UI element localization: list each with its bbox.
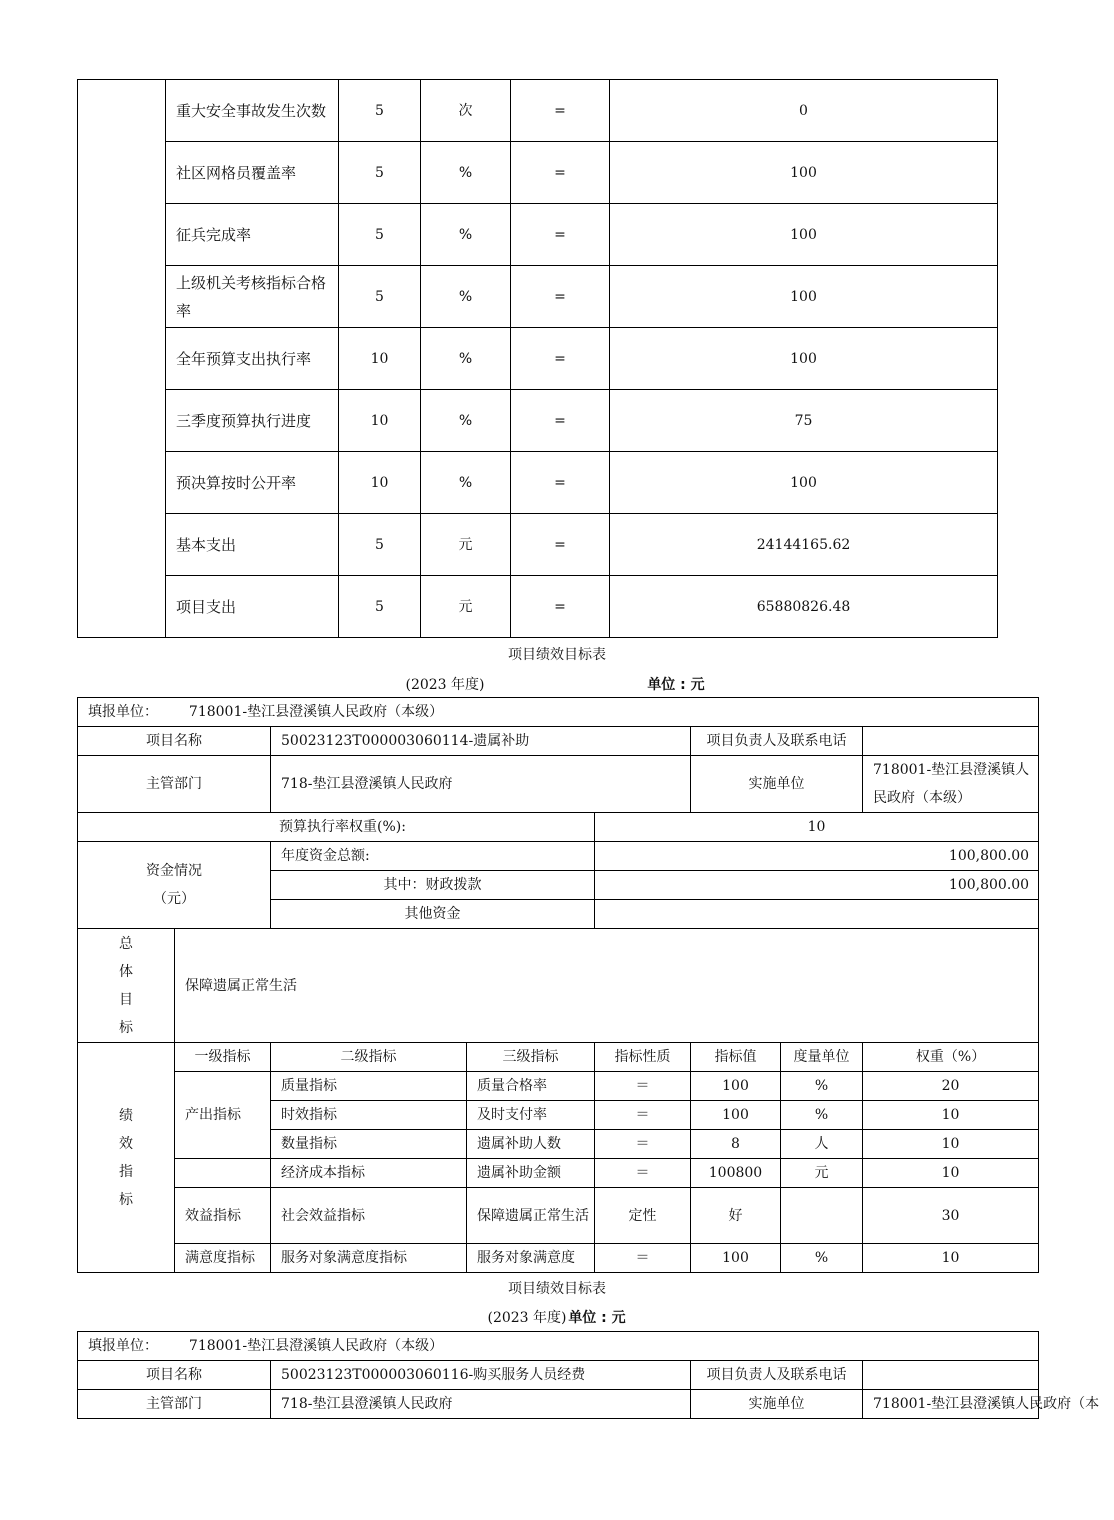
dept-value: 718-垫江县澄溪镇人民政府 (271, 756, 691, 813)
perf-weight: 10 (863, 1101, 1039, 1130)
perf-row (78, 1188, 1039, 1244)
indicator-name: 全年预算支出执行率 (166, 328, 339, 390)
indicator-unit: 元 (421, 576, 511, 638)
fund-label: 资金情况 (146, 863, 202, 879)
indicator-weight: 5 (339, 80, 421, 142)
impl-label: 实施单位 (691, 756, 863, 813)
perf-row (78, 1159, 1039, 1188)
impl-value: 718001-垫江县澄溪镇人民政府（本 (863, 1390, 1039, 1419)
fiscal-value: 100,800.00 (595, 871, 1039, 900)
budget-weight-label: 预算执行率权重(%): (78, 813, 595, 842)
indicator-value: 100 (610, 328, 998, 390)
indicator-weight: 5 (339, 142, 421, 204)
indicator-row (78, 328, 998, 390)
fiscal-label: 其中：财政拨款 (271, 871, 595, 900)
fill-unit-value: 718001-垫江县澄溪镇人民政府（本级） (188, 1338, 444, 1354)
perf-value: 100 (691, 1101, 781, 1130)
perf-nature: ＝ (595, 1130, 691, 1159)
indicator-name: 上级机关考核指标合格率 (166, 266, 339, 328)
project-name-value: 50023123T000003060114-遗属补助 (271, 727, 691, 756)
perf-l2: 服务对象满意度指标 (271, 1244, 467, 1273)
perf-unit: % (781, 1244, 863, 1273)
indicator-operator: = (511, 390, 610, 452)
project-name-label: 项目名称 (78, 727, 271, 756)
indicator-row (78, 514, 998, 576)
indicator-name: 重大安全事故发生次数 (166, 80, 339, 142)
perf-l3: 保障遗属正常生活 (467, 1188, 595, 1244)
indicator-weight: 5 (339, 204, 421, 266)
perf-l1: 产出指标 (175, 1072, 271, 1159)
perf-l1: 效益指标 (175, 1188, 271, 1244)
perf-weight: 20 (863, 1072, 1039, 1101)
indicator-row (78, 204, 998, 266)
indicator-weight: 5 (339, 576, 421, 638)
perf-l2: 质量指标 (271, 1072, 467, 1101)
perf-l3: 遗属补助金额 (467, 1159, 595, 1188)
annual-value: 100,800.00 (595, 842, 1039, 871)
indicator-operator: = (511, 452, 610, 514)
indicator-row (78, 80, 998, 142)
perf-header: 二级指标 (271, 1043, 467, 1072)
contact-value (863, 727, 1039, 756)
perf-nature: 定性 (595, 1188, 691, 1244)
perf-row (78, 1072, 1039, 1101)
indicator-weight: 10 (339, 452, 421, 514)
indicator-weight: 5 (339, 266, 421, 328)
indicator-unit: % (421, 328, 511, 390)
indicator-name: 预决算按时公开率 (166, 452, 339, 514)
indicator-name: 基本支出 (166, 514, 339, 576)
indicator-row (78, 452, 998, 514)
indicator-name: 三季度预算执行进度 (166, 390, 339, 452)
perf-value: 100800 (691, 1159, 781, 1188)
budget-weight-value: 10 (595, 813, 1039, 842)
perf-l1 (175, 1159, 271, 1188)
project-name-label: 项目名称 (78, 1361, 271, 1390)
perf-l3: 质量合格率 (467, 1072, 595, 1101)
indicator-unit: % (421, 390, 511, 452)
perf-header: 权重（%） (863, 1043, 1039, 1072)
perf-row (78, 1244, 1039, 1273)
indicator-weight: 5 (339, 514, 421, 576)
indicator-value: 100 (610, 142, 998, 204)
contact-value (863, 1361, 1039, 1390)
perf-nature: ＝ (595, 1159, 691, 1188)
indicator-operator: = (511, 514, 610, 576)
perf-value: 8 (691, 1130, 781, 1159)
perf-nature: ＝ (595, 1072, 691, 1101)
perf-l1: 满意度指标 (175, 1244, 271, 1273)
project-name-value: 50023123T000003060116-购买服务人员经费 (271, 1361, 691, 1390)
perf-unit: % (781, 1072, 863, 1101)
indicator-value: 100 (610, 204, 998, 266)
perf-l2: 社会效益指标 (271, 1188, 467, 1244)
indicator-row (78, 266, 998, 328)
fund-unit: （元） (153, 891, 195, 907)
perf-value: 100 (691, 1072, 781, 1101)
indicator-unit: 次 (421, 80, 511, 142)
indicator-operator: = (511, 328, 610, 390)
section2-title: 项目绩效目标表 (508, 647, 606, 663)
perf-header: 指标值 (691, 1043, 781, 1072)
other-value (595, 900, 1039, 929)
indicator-unit: % (421, 204, 511, 266)
perf-label: 绩 效 指 标 (78, 1043, 175, 1273)
perf-unit (781, 1188, 863, 1244)
section2-unit: 单位 : 元 (647, 677, 705, 693)
fill-unit-row (78, 698, 1039, 727)
perf-header: 度量单位 (781, 1043, 863, 1072)
perf-l3: 服务对象满意度 (467, 1244, 595, 1273)
dept-value: 718-垫江县澄溪镇人民政府 (271, 1390, 691, 1419)
indicator-unit: 元 (421, 514, 511, 576)
indicator-value: 100 (610, 266, 998, 328)
indicator-operator: = (511, 576, 610, 638)
other-label: 其他资金 (271, 900, 595, 929)
section3-unit: 单位 : 元 (568, 1310, 626, 1326)
annual-label: 年度资金总额: (271, 842, 595, 871)
perf-unit: 元 (781, 1159, 863, 1188)
perf-l2: 经济成本指标 (271, 1159, 467, 1188)
indicator-weight: 10 (339, 390, 421, 452)
indicator-weight: 10 (339, 328, 421, 390)
perf-l3: 及时支付率 (467, 1101, 595, 1130)
perf-nature: ＝ (595, 1101, 691, 1130)
indicator-operator: = (511, 142, 610, 204)
perf-value: 好 (691, 1188, 781, 1244)
indicator-operator: = (511, 204, 610, 266)
indicator-name: 征兵完成率 (166, 204, 339, 266)
perf-weight: 10 (863, 1130, 1039, 1159)
fill-unit-row (78, 1332, 1039, 1361)
perf-weight: 10 (863, 1244, 1039, 1273)
section3-year: (2023 年度) (487, 1310, 567, 1326)
goal-value: 保障遗属正常生活 (175, 929, 1039, 1043)
indicator-unit: % (421, 266, 511, 328)
perf-unit: 人 (781, 1130, 863, 1159)
indicator-unit: % (421, 142, 511, 204)
fund-label-cell (78, 842, 271, 929)
indicator-name: 项目支出 (166, 576, 339, 638)
blank-category-cell (78, 80, 166, 638)
perf-unit: % (781, 1101, 863, 1130)
perf-l3: 遗属补助人数 (467, 1130, 595, 1159)
indicator-value: 24144165.62 (610, 514, 998, 576)
perf-weight: 30 (863, 1188, 1039, 1244)
contact-label: 项目负责人及联系电话 (691, 1361, 863, 1390)
perf-value: 100 (691, 1244, 781, 1273)
performance-table-2 (77, 697, 1039, 1273)
perf-header: 三级指标 (467, 1043, 595, 1072)
goal-label: 总 体 目 标 (78, 929, 175, 1043)
perf-header: 指标性质 (595, 1043, 691, 1072)
indicator-value: 100 (610, 452, 998, 514)
dept-label: 主管部门 (78, 756, 271, 813)
indicator-name: 社区网格员覆盖率 (166, 142, 339, 204)
dept-label: 主管部门 (78, 1390, 271, 1419)
perf-weight: 10 (863, 1159, 1039, 1188)
impl-value: 718001-垫江县澄溪镇人民政府（本级） (863, 756, 1039, 813)
performance-table-3 (77, 1331, 1100, 1419)
perf-header: 一级指标 (175, 1043, 271, 1072)
indicator-table-continued (77, 79, 998, 638)
section2-year: (2023 年度) (405, 677, 485, 693)
fill-unit-label: 填报单位： (88, 1338, 158, 1354)
fill-unit-value: 718001-垫江县澄溪镇人民政府（本级） (188, 704, 444, 720)
indicator-row (78, 390, 998, 452)
perf-nature: ＝ (595, 1244, 691, 1273)
indicator-unit: % (421, 452, 511, 514)
perf-l2: 时效指标 (271, 1101, 467, 1130)
indicator-row (78, 576, 998, 638)
impl-label: 实施单位 (691, 1390, 863, 1419)
indicator-operator: = (511, 80, 610, 142)
indicator-value: 0 (610, 80, 998, 142)
perf-l2: 数量指标 (271, 1130, 467, 1159)
indicator-row (78, 142, 998, 204)
indicator-value: 75 (610, 390, 998, 452)
fill-unit-label: 填报单位： (88, 704, 158, 720)
indicator-operator: = (511, 266, 610, 328)
section3-title: 项目绩效目标表 (508, 1281, 606, 1297)
indicator-value: 65880826.48 (610, 576, 998, 638)
contact-label: 项目负责人及联系电话 (691, 727, 863, 756)
